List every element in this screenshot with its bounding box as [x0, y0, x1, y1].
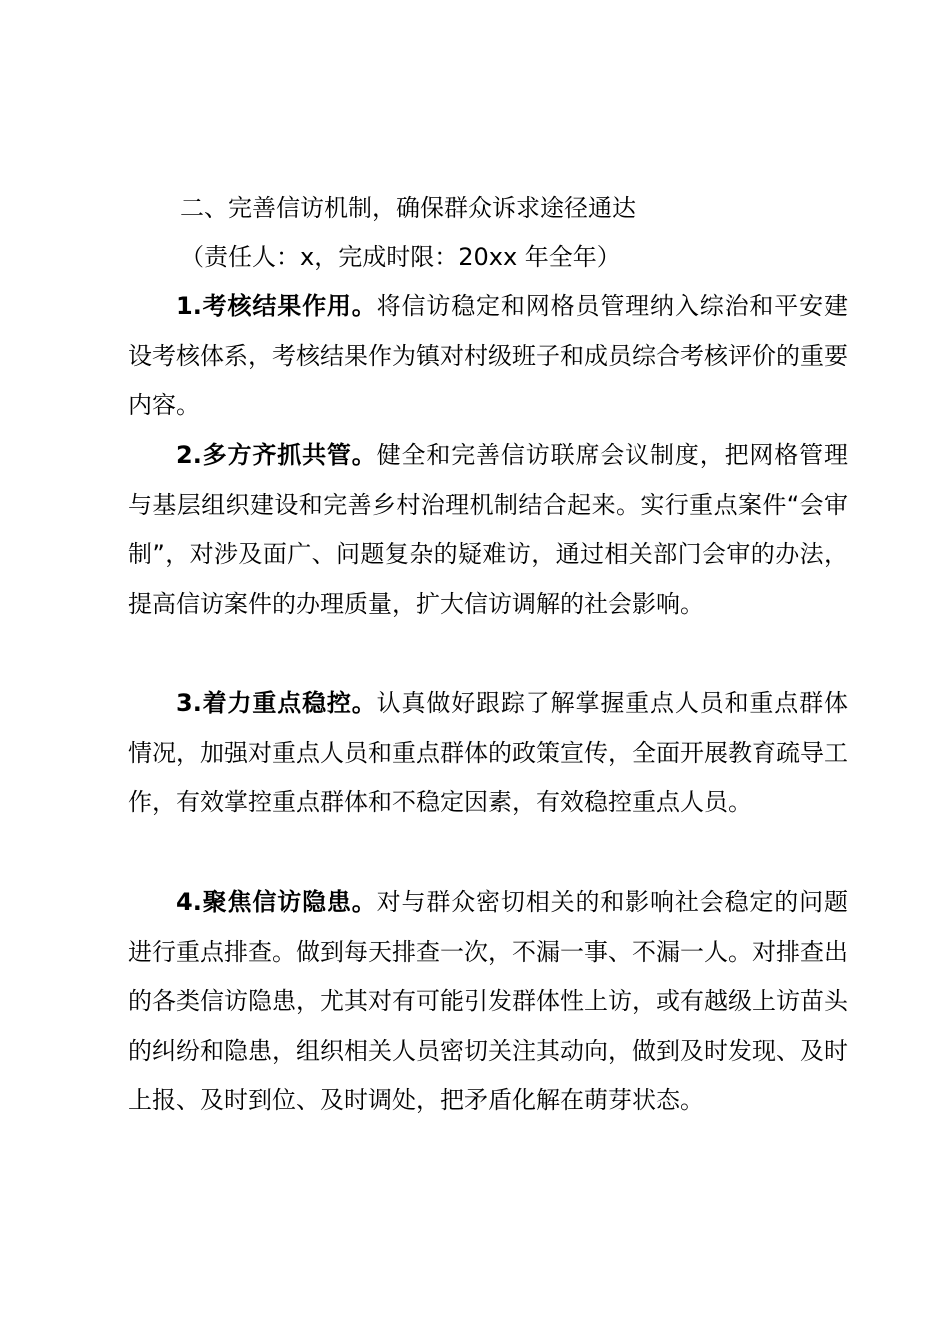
item-text-4: 对与群众密切相关的和影响社会稳定的问题进行重点排查。做到每天排查一次，不漏一事、不漏一人。对排查出的各类信访隐患，尤其对有可能引发群体性上访，或有越级上访苗头的纠纷和隐患，组织相关人员密切关注其动向，做到及时发现、及时上报、及时到位、及时调处，把矛盾化解在萌芽状态。 [128, 888, 848, 1115]
item-paragraph-2 [128, 431, 848, 629]
item-text-1: 将信访稳定和网格员管理纳入综治和平安建设考核体系，考核结果作为镇对村级班子和成员综合考核评价的重要内容。 [128, 292, 848, 420]
item-lead-3: 3.着力重点稳控。 [176, 689, 377, 717]
item-lead-4: 4.聚焦信访隐患。 [176, 888, 377, 916]
item-paragraph-1 [128, 282, 848, 431]
item-lead-2: 2.多方齐抓共管。 [176, 441, 377, 469]
responsibility-line: （责任人：x，完成时限：20xx 年全年） [180, 243, 621, 271]
item-text-2: 健全和完善信访联席会议制度，把网格管理与基层组织建设和完善乡村治理机制结合起来。实行重点案件“会审制”，对涉及面广、问题复杂的疑难访，通过相关部门会审的办法，提高信访案件的办理质量，扩大信访调解的社会影响。 [128, 441, 848, 618]
item-text-3: 认真做好跟踪了解掌握重点人员和重点群体情况，加强对重点人员和重点群体的政策宣传，全面开展教育疏导工作，有效掌控重点群体和不稳定因素，有效稳控重点人员。 [128, 689, 848, 817]
item-paragraph-3 [128, 679, 848, 828]
item-paragraph-4 [128, 878, 848, 1126]
section-heading: 二、完善信访机制，确保群众诉求途径通达 [180, 194, 636, 222]
item-lead-1: 1.考核结果作用。 [176, 292, 377, 320]
